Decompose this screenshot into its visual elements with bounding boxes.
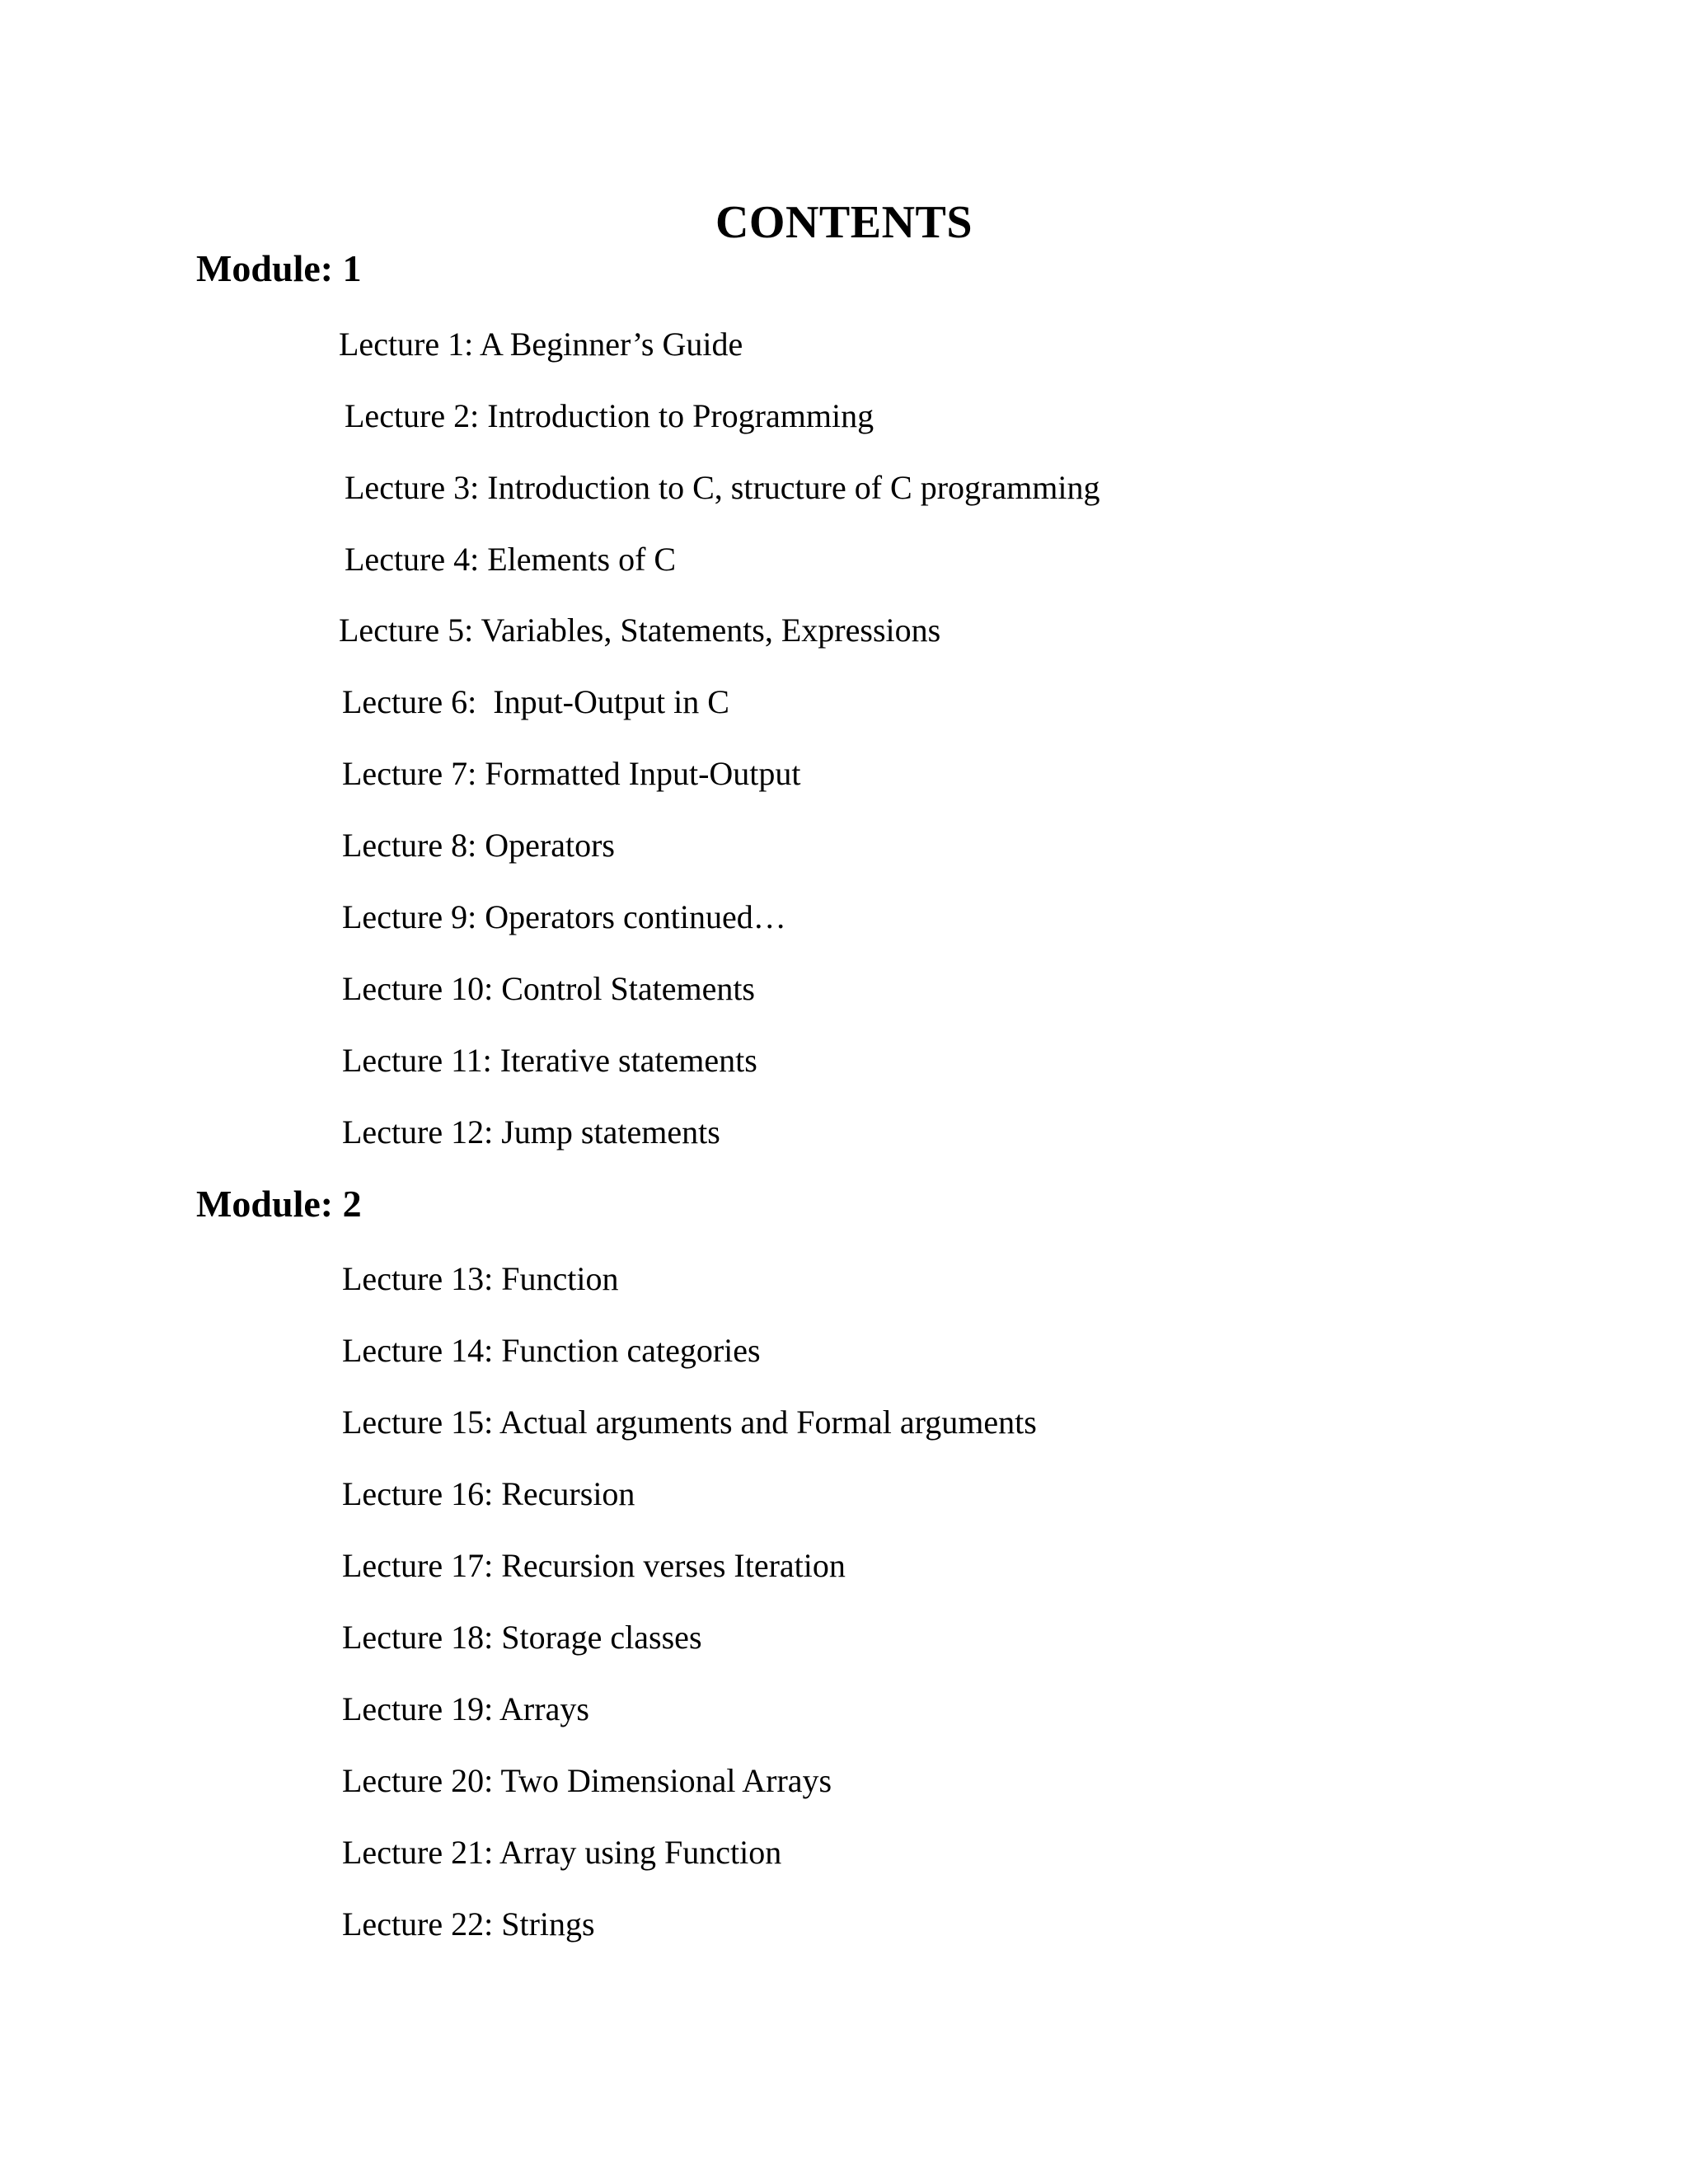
module-heading-1: Module: 1 [196,247,362,289]
lecture-item: Lecture 8: Operators [342,827,615,864]
lecture-item: Lecture 17: Recursion verses Iteration [342,1547,846,1584]
lecture-item: Lecture 15: Actual arguments and Formal arguments [342,1404,1037,1441]
lecture-item: Lecture 13: Function [342,1260,619,1297]
lecture-item: Lecture 4: Elements of C [345,541,677,578]
lecture-item: Lecture 2: Introduction to Programming [345,397,874,434]
lecture-item: Lecture 22: Strings [342,1905,595,1943]
lecture-item: Lecture 20: Two Dimensional Arrays [342,1762,832,1799]
lecture-item: Lecture 19: Arrays [342,1690,589,1727]
lecture-item: Lecture 1: A Beginner’s Guide [339,326,743,363]
lecture-item: Lecture 9: Operators continued… [342,898,786,935]
lecture-item: Lecture 21: Array using Function [342,1834,782,1871]
lecture-item: Lecture 11: Iterative statements [342,1042,757,1079]
lecture-item: Lecture 18: Storage classes [342,1619,702,1656]
lecture-item: Lecture 3: Introduction to C, structure of C programming [345,469,1100,506]
lecture-item: Lecture 12: Jump statements [342,1113,720,1151]
page-title: CONTENTS [715,197,973,248]
lecture-item: Lecture 6: Input-Output in C [342,683,729,720]
lecture-item: Lecture 14: Function categories [342,1332,761,1369]
lecture-item: Lecture 7: Formatted Input-Output [342,755,801,792]
lecture-item: Lecture 5: Variables, Statements, Expressions [339,612,941,649]
lecture-item: Lecture 10: Control Statements [342,970,755,1007]
lecture-item: Lecture 16: Recursion [342,1475,635,1512]
module-heading-2: Module: 2 [196,1183,362,1225]
